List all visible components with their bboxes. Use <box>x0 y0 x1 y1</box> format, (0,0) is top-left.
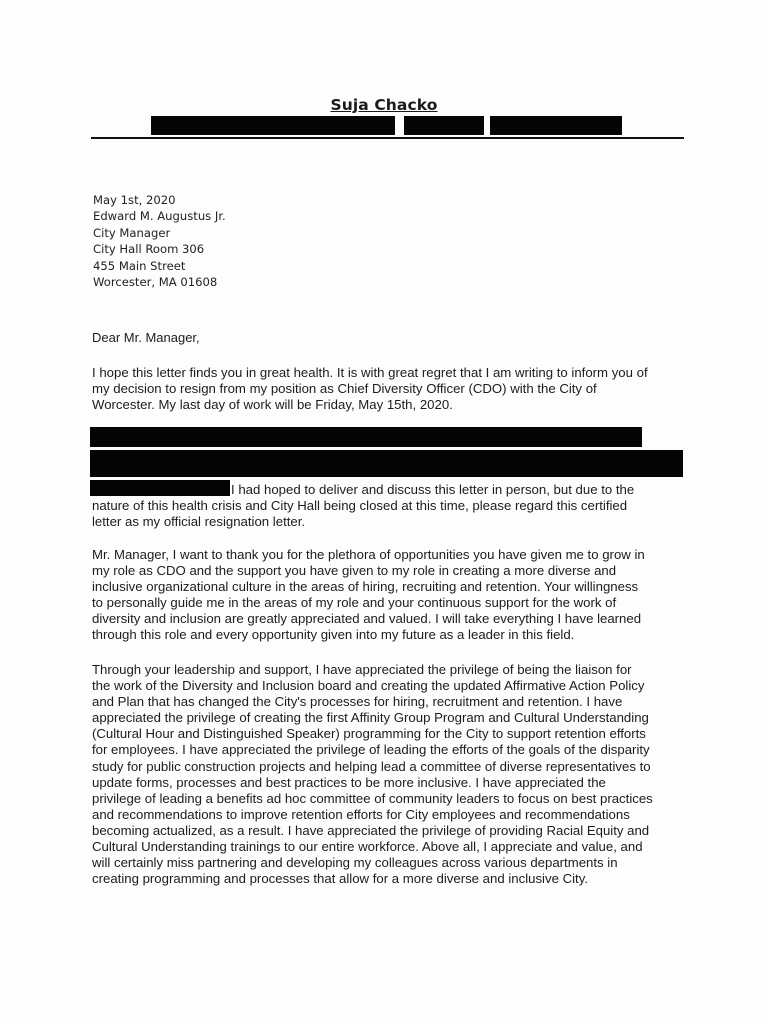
paragraph-line: I hope this letter finds you in great health. It is with great regret that I am writing to inform you of <box>92 365 648 380</box>
recipient-title: City Manager <box>93 225 171 240</box>
paragraph-line: and Plan that has changed the City's processes for hiring, recruitment and retention. I have <box>92 694 623 710</box>
paragraph-line: appreciated the privilege of creating the first Affinity Group Program and Cultural Understanding <box>92 710 649 726</box>
redacted-body-line-2 <box>90 450 683 477</box>
paragraph-line: I had hoped to deliver and discuss this letter in person, but due to the <box>231 482 635 497</box>
salutation: Dear Mr. Manager, <box>92 330 200 345</box>
paragraph-line: through this role and every opportunity given into my future as a leader in this field. <box>92 627 575 643</box>
paragraph-1 <box>92 365 692 413</box>
paragraph-line: to personally guide me in the areas of my role and your continuous support for the work of <box>92 595 617 611</box>
paragraph-line: Cultural Understanding trainings to our entire workforce. Above all, I appreciate and value, and <box>92 839 643 855</box>
paragraph-line: privilege of leading a benefits ad hoc committee of community leaders to focus on best practices <box>92 790 653 806</box>
paragraph-line: for employees. I have appreciated the privilege of leading the efforts of the goals of the disparity <box>92 742 650 758</box>
recipient-street: 455 Main Street <box>93 258 186 273</box>
paragraph-line: will certainly miss partnering and developing my colleagues across various departments in <box>92 855 618 871</box>
paragraph-line: (Cultural Hour and Distinguished Speaker) programming for the City to support retention efforts <box>92 726 646 742</box>
header-rule <box>91 137 684 139</box>
paragraph-line: study for public construction projects and helping lead a committee of diverse representatives to <box>92 758 651 774</box>
letter-date: May 1st, 2020 <box>93 193 176 207</box>
paragraph-line: my decision to resign from my position as Chief Diversity Officer (CDO) with the City of <box>92 381 597 397</box>
paragraph-3 <box>92 547 692 644</box>
paragraph-line: diversity and inclusion are greatly appreciated and valued. I will take everything I have learned <box>92 611 642 627</box>
paragraph-line: update forms, processes and best practices to be more inclusive. I have appreciated the <box>92 774 606 790</box>
paragraph-line: letter as my official resignation letter. <box>92 514 306 530</box>
paragraph-line: the work of the Diversity and Inclusion board and creating the updated Affirmative Action Policy <box>92 678 645 694</box>
redacted-header-block-3 <box>490 116 622 135</box>
recipient-room: City Hall Room 306 <box>93 242 205 257</box>
paragraph-line: Through your leadership and support, I have appreciated the privilege of being the liaison for <box>92 662 632 677</box>
redacted-body-line-1 <box>90 427 642 447</box>
paragraph-line: Mr. Manager, I want to thank you for the plethora of opportunities you have given me to grow in <box>92 547 645 562</box>
paragraph-line: and recommendations to improve retention efforts for City employees and recommendations <box>92 806 630 822</box>
recipient-city: Worcester, MA 01608 <box>93 275 218 290</box>
redacted-header-block-2 <box>404 116 484 135</box>
paragraph-line: creating programming and processes that allow for a more diverse and inclusive City. <box>92 871 588 887</box>
paragraph-4 <box>92 662 692 887</box>
paragraph-line: Worcester. My last day of work will be Friday, May 15th, 2020. <box>92 397 453 413</box>
paragraph-2 <box>92 482 692 530</box>
recipient-name: Edward M. Augustus Jr. <box>93 209 226 224</box>
redacted-header-block-1 <box>151 116 395 135</box>
sender-name: Suja Chacko <box>330 96 438 114</box>
paragraph-line: inclusive organizational culture in the areas of hiring, recruiting and retention. Your willingness <box>92 579 639 595</box>
recipient-address-block <box>93 192 226 290</box>
paragraph-line: my role as CDO and the support you have given to my role in creating a more diverse and <box>92 563 617 579</box>
paragraph-line: nature of this health crisis and City Hall being closed at this time, please regard this certified <box>92 498 628 514</box>
paragraph-line: becoming actualized, as a result. I have appreciated the privilege of providing Racial Equity and <box>92 822 650 838</box>
